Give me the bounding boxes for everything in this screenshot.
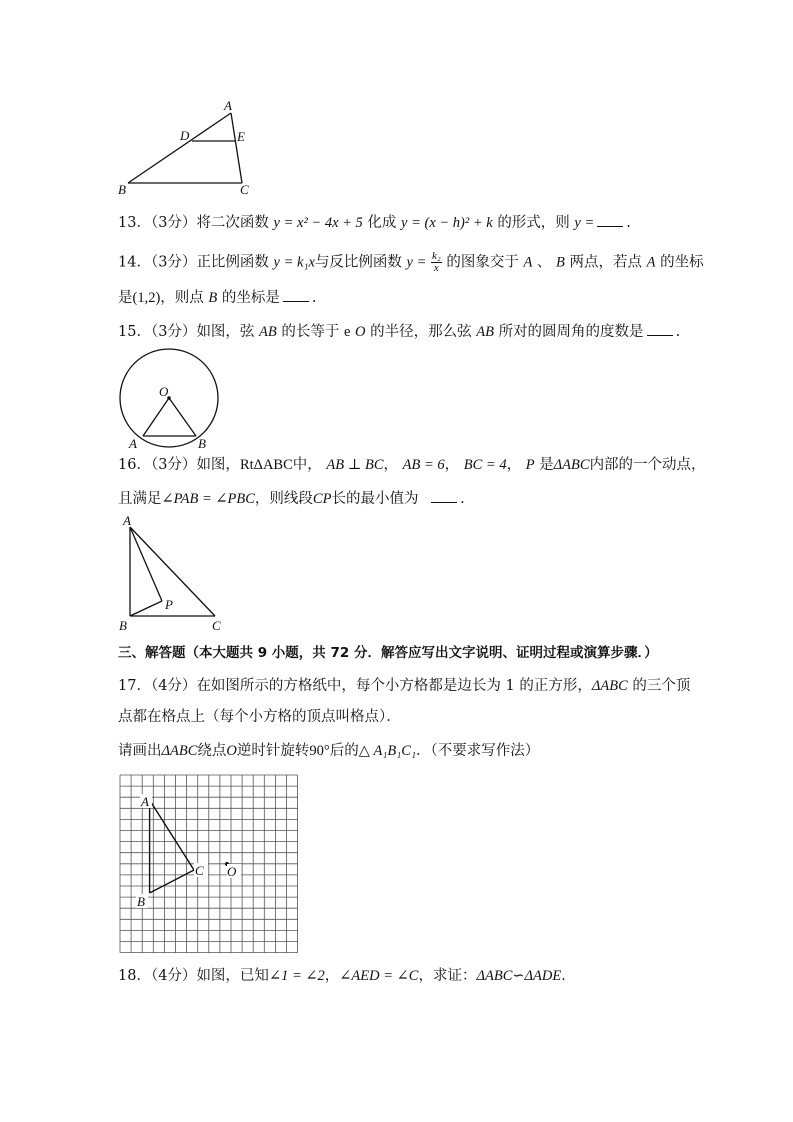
- q17-text-8: ．（不要求写作法）: [416, 743, 540, 759]
- q18-sep: ，: [324, 968, 340, 984]
- q15-text-1: 如图，弦: [196, 324, 255, 340]
- label-a: A: [141, 794, 149, 809]
- q14-text-5: 两点，若点: [569, 254, 642, 271]
- q16-text-7: 长的最小值为: [331, 491, 419, 507]
- q18-end: ．: [561, 968, 576, 984]
- q17-triangle-3: △ A₁B₁C₁: [358, 743, 416, 759]
- q14-point-b-2: B: [208, 290, 218, 306]
- q16-text-4: 内部的一个动点，: [589, 457, 706, 473]
- q15-chord-1: AB: [259, 324, 277, 340]
- q13-formula-1: y = x² − 4x + 5: [273, 215, 363, 231]
- q17-number: 17．（4分）: [118, 678, 197, 694]
- label-a: A: [224, 98, 232, 113]
- q17-degree: 90°: [309, 743, 330, 759]
- q14-text-2: 与反比例函数: [314, 254, 402, 271]
- label-b: B: [118, 182, 126, 197]
- q14-text-4: 、: [536, 254, 552, 271]
- q14-text-7: 是: [118, 290, 133, 306]
- q18-angle-2: ∠AED = ∠C: [339, 968, 419, 984]
- q15-chord-2: AB: [476, 324, 494, 340]
- label-c: C: [195, 863, 204, 878]
- q13-end: .: [626, 215, 631, 231]
- q16-rt-triangle: RtΔABC: [239, 457, 293, 473]
- q17-text-6: 逆时针旋转: [236, 743, 310, 759]
- q14-point-b: B: [556, 254, 565, 271]
- segment-ac: [150, 800, 194, 870]
- q13-text-1: 将二次函数: [196, 215, 269, 231]
- label-b: B: [198, 436, 206, 451]
- label-p: P: [165, 597, 173, 612]
- q17-point-o: O: [226, 743, 237, 759]
- section-3-heading: 三、解答题（本大题共 9 小题，共 72 分．解答应写出文字说明、证明过程或演算步骤．）: [118, 645, 658, 661]
- q15-circle-symbol: e: [343, 324, 351, 340]
- q18-angle-1: ∠1 = ∠2: [268, 968, 325, 984]
- q17-text-7: 后的: [329, 743, 359, 759]
- q15-text-3: 的半径，那么弦: [370, 324, 472, 340]
- q14-text-9: 的坐标是: [221, 290, 280, 306]
- q16-triangle: ΔABC: [553, 457, 590, 473]
- q16-end: .: [460, 491, 465, 507]
- q14-point-a-2: A: [646, 254, 656, 271]
- q16-point-p: P: [525, 457, 535, 473]
- q14-formula-2: y =: [406, 254, 427, 271]
- q18-text-2: ，求证：: [418, 968, 477, 984]
- q18-text-1: 如图，已知: [196, 968, 269, 984]
- q13-formula-3: y =: [574, 215, 595, 231]
- q14-number: 14．（3分）: [118, 254, 197, 271]
- q17-triangle: ΔABC: [591, 678, 628, 694]
- q16-text-1: 如图，: [196, 457, 240, 473]
- label-c: C: [212, 618, 221, 633]
- label-b: B: [137, 894, 145, 909]
- q16-angle-condition: ∠PAB = ∠PBC: [161, 491, 255, 507]
- segment-bc: [150, 870, 194, 893]
- q14-frac-den: x: [433, 262, 439, 274]
- q18-number: 18．（4分）: [118, 968, 197, 984]
- q14-text-1: 正比例函数: [196, 254, 269, 271]
- q16-text-6: ，则线段: [254, 491, 313, 507]
- q14-text-8: ，则点: [160, 290, 204, 306]
- q14-frac-num: k₂: [432, 250, 441, 262]
- q16-segment-cp: CP: [312, 491, 332, 507]
- q13-number: 13．（3分）: [118, 215, 197, 231]
- q14-formula-1: y = k₁x: [273, 254, 315, 271]
- q13-text-3: 的形式，则: [497, 215, 570, 231]
- q17-text-5: 绕点: [197, 743, 227, 759]
- q18-similarity: ΔABC∽ΔADE: [476, 968, 562, 984]
- q14-text-6: 的坐标: [660, 254, 704, 271]
- q15-number: 15．（3分）: [118, 324, 197, 340]
- q15-text-2: 的长等于: [281, 324, 340, 340]
- q17-text-1: 在如图所示的方格纸中，每个小方格都是边长为 1 的正方形，: [196, 678, 592, 694]
- q17-triangle-2: ΔABC: [161, 743, 198, 759]
- q16-cond-3: BC = 4: [463, 457, 507, 473]
- q16-number: 16．（3分）: [118, 457, 197, 473]
- label-e: E: [237, 129, 245, 144]
- q16-text-5: 且满足: [118, 491, 162, 507]
- label-o: O: [227, 864, 237, 879]
- question-18: [118, 966, 576, 986]
- q13-text-2: 化成: [367, 215, 397, 231]
- q16-sep-3: ，: [506, 457, 522, 473]
- q17-text-2: 的三个顶: [632, 678, 691, 694]
- q14-end: .: [311, 290, 317, 306]
- q15-center: O: [355, 324, 366, 340]
- q15-end: .: [675, 324, 681, 340]
- q14-coord: (1,2): [132, 290, 161, 306]
- label-a: A: [123, 513, 131, 528]
- q14-text-3: 的图象交于: [446, 254, 519, 271]
- q17-text-4: 请画出: [118, 743, 162, 759]
- q14-point-a: A: [523, 254, 533, 271]
- label-o: O: [159, 384, 169, 399]
- q16-cond-2: AB = 6: [402, 457, 445, 473]
- q16-sep-1: ，: [383, 457, 399, 473]
- q16-text-2: 中，: [292, 457, 322, 473]
- q17-text-3: 点都在格点上（每个小方格的顶点叫格点）．: [118, 709, 401, 725]
- label-a: A: [129, 436, 137, 451]
- q13-formula-2: y = (x − h)² + k: [401, 215, 493, 231]
- label-c: C: [240, 182, 249, 197]
- label-d: D: [180, 128, 190, 143]
- q16-cond-1: AB ⊥ BC: [326, 457, 384, 473]
- q16-text-3: 是: [539, 457, 554, 473]
- label-b: B: [119, 618, 127, 633]
- q15-text-4: 所对的圆周角的度数是: [498, 324, 644, 340]
- q16-sep-2: ，: [444, 457, 460, 473]
